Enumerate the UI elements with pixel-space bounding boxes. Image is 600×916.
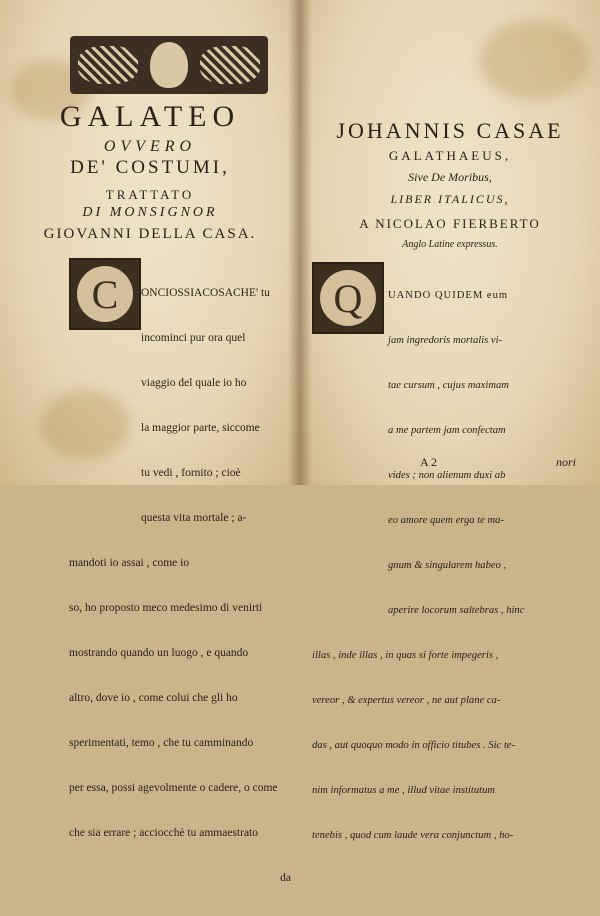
foliage-ornament-icon [78,46,138,84]
mask-ornament-icon [150,42,188,88]
stain [480,20,590,100]
right-title-line-4: LIBER ITALICUS, [390,192,510,206]
ornamental-headpiece [70,36,268,94]
text-line: che sia errare ; acciocchè tu ammaestrato [69,827,258,839]
text-line: vereor , & expertus vereor , ne aut plane ca- [312,695,501,706]
text-line: nim informatus a me , illud vitae institutum [312,785,496,796]
text-line: tu vedi , fornito ; cioè [141,467,241,479]
text-line: vides ; non alienum duxi ab [388,470,506,481]
text-line: jam ingredoris mortalis vi- [388,335,503,346]
initial-letter: C [77,266,133,322]
body-text [69,256,291,916]
text-line: mostrando quando un luogo , e quando [69,647,249,659]
book-gutter [288,0,312,485]
text-line: tenebis , quod cum laude vera conjunctum , ho- [312,830,514,841]
right-title-line-3: Sive De Moribus, [408,170,492,184]
right-title-line-5: A NICOLAO FIERBERTO [359,216,541,231]
title-line-2: DE' COSTUMI, [70,157,230,178]
text-line: ONCIOSSIACOSACHE' tu [141,287,270,299]
book-title: GALATEO [59,100,241,133]
text-line: la maggior parte, siccome [141,422,260,434]
text-line: das , aut quoquo modo in officio titubes . Sic te- [312,740,516,751]
author-line: GIOVANNI DELLA CASA. [43,226,257,242]
signature-mark: A 2 [420,455,438,469]
text-line: incominci pur ora quel [141,332,246,344]
text-line: viaggio del quale io ho [141,377,247,389]
right-title-line-2: GALATHAEUS, [388,148,512,163]
text-line: mandoti io assai , come io [69,557,190,569]
text-line: per essa, possi agevolmente o cadere, o come [69,782,278,794]
text-line: gnum & singularem habeo , [388,560,507,571]
subtitle: OVVERO [103,138,197,155]
text-line: eo amore quem erga te ma- [388,515,505,526]
text-line: tae cursum , cujus maximam [388,380,509,391]
text-line: aperire locorum saltebras , hinc [388,605,525,616]
initial-letter: Q [320,270,376,326]
text-line: questa vita mortale ; a- [141,512,247,524]
title-line-5: DI MONSIGNOR [82,205,218,220]
right-title: JOHANNIS CASAE [336,118,564,143]
body-text [312,258,592,873]
right-title-line-6: Anglo Latine expressus. [402,239,498,250]
text-line: altro, dove io , come colui che gli ho [69,692,238,704]
text-line: illas , inde illas , in quas si forte impegeris , [312,650,499,661]
left-page [0,0,301,884]
text-line: a me partem jam confectam [388,425,506,436]
text-line: so, ho proposto meco medesimo di venirti [69,602,263,614]
text-line: sperimentati, temo , che tu camminando [69,737,254,749]
text-line: UANDO QUIDEM eum [388,290,509,301]
catchword: nori [556,455,577,469]
catchword: da [280,872,291,884]
foliage-ornament-icon [200,46,260,84]
title-line-4: TRATTATO [105,187,195,202]
